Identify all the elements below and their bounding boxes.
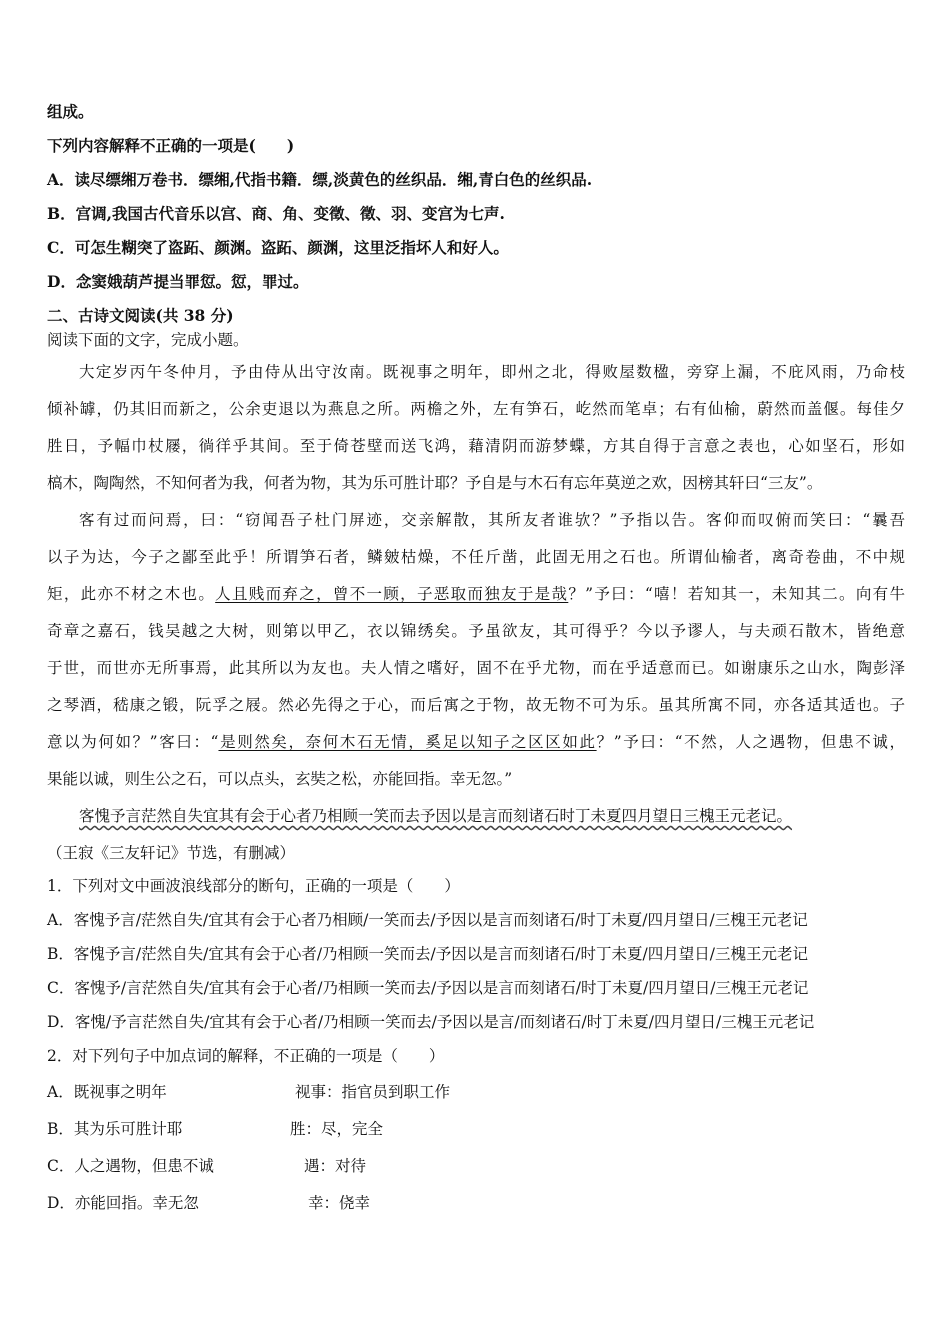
passage-line — [47, 798, 905, 835]
passage-line: 大定岁丙午冬仲月，予由侍从出守汝南。既视事之明年，即州之北，得败屋数楹，旁穿上漏，不庇风雨，乃命枝 — [79, 363, 905, 381]
passage-source: （王寂《三友轩记》节选，有删减） — [47, 844, 296, 862]
text-span: ？”予曰：“不然，人之遇物，但患不诚， — [596, 733, 905, 751]
prev-tail: 组成。 — [47, 102, 94, 121]
q1-option-a: A．客愧予言/茫然自失/宜其有会于心者乃相顾/一笑而去/予因以是言而刻诸石/时丁未夏/四月望日/三槐王元老记 — [47, 911, 808, 929]
q1-option-b: B．客愧予言/茫然自失/宜其有会于心者/乃相顾一笑而去/予因以是言而刻诸石/时丁未夏/四月望日/三槐王元老记 — [47, 945, 808, 963]
q2-option-b — [47, 1119, 383, 1139]
q2-option-note: 视事：指官员到职工作 — [295, 1083, 451, 1101]
passage-paragraph-1 — [47, 354, 905, 502]
text-span: 矩，此亦不材之木也。 — [47, 585, 216, 603]
underlined-sentence-2: 是则然矣，奈何木石无情，奚足以知子之区区如此 — [218, 733, 597, 751]
section-instruction: 阅读下面的文字，完成小题。 — [47, 331, 249, 349]
passage-line: 于世，而世亦无所事焉，此其所以为友也。夫人情之嗜好，固不在乎尤物，而在乎适意而已。如谢康乐之山水，陶彭泽 — [47, 659, 905, 677]
q1-stem: 1．下列对文中画波浪线部分的断句，正确的一项是（ ） — [47, 877, 460, 895]
passage-line: 以子为达，今子之鄙至此乎！所谓笋石者，鳞皴枯燥，不任斤凿，此固无用之石也。所谓仙榆者，离奇卷曲，不中规 — [47, 548, 905, 566]
q2-option-phrase: B．其为乐可胜计耶 — [47, 1120, 183, 1138]
q2-option-phrase: D．亦能回指。幸无忽 — [47, 1194, 199, 1212]
q2-option-d — [47, 1193, 370, 1213]
text-span: 意以为何如？”客曰：“ — [47, 733, 219, 751]
q2-option-note: 胜：尽，完全 — [290, 1120, 384, 1138]
text-span: ？”予曰：“嘻！若知其一，未知其二。向有牛 — [568, 585, 905, 603]
wavy-underlined-text: 客愧予言茫然自失宜其有会于心者乃相顾一笑而去予因以是言而刻诸石时丁未夏四月望日三槐王元老记。 — [79, 807, 793, 825]
q2-option-phrase: A．既视事之明年 — [47, 1083, 167, 1101]
underlined-sentence-1: 人且贱而弃之，曾不一顾，子恶取而独友于是哉 — [215, 585, 569, 603]
q1-option-d: D．客愧/予言茫然自失/宜其有会于心者/乃相顾一笑而去/予因以是言/而刻诸石/时丁未夏/四月望日/三槐王元老记 — [47, 1013, 815, 1031]
q2-stem: 2．对下列句子中加点词的解释，不正确的一项是（ ） — [47, 1047, 445, 1065]
prev-option-a: A．读尽缥缃万卷书．缥缃,代指书籍．缥,淡黄色的丝织品．缃,青白色的丝织品. — [47, 170, 593, 189]
passage-line: 槁木，陶陶然，不知何者为我，何者为物，其为乐可胜计耶？予自是与木石有忘年莫逆之欢，因榜其轩曰“三友”。 — [47, 474, 823, 492]
passage-paragraph-2 — [47, 502, 905, 798]
passage-line: 果能以诚，则生公之石，可以点头，玄奘之松，亦能回指。幸无忽。” — [47, 770, 513, 788]
prev-option-b: B．宫调,我国古代音乐以宫、商、角、变徵、徵、羽、变宫为七声. — [47, 204, 505, 223]
prev-option-d: D．念窦娥葫芦提当罪愆。愆，罪过。 — [47, 272, 309, 291]
passage-line: 胜日，予幅巾杖屦，徜徉乎其间。至于倚苍壁而送飞鸿，藉清阴而游梦蝶，方其自得于言意之表也，心如坚石，形如 — [47, 437, 905, 455]
q1-option-c: C．客愧予/言茫然自失/宜其有会于心者/乃相顾一笑而去/予因以是言而刻诸石/时丁未夏/四月望日/三槐王元老记 — [47, 979, 809, 997]
section-heading: 二、古诗文阅读(共 38 分) — [47, 306, 234, 325]
prev-option-c: C．可怎生糊突了盗跖、颜渊。盗跖、颜渊，这里泛指坏人和好人。 — [47, 238, 509, 257]
passage-line: 之琴酒，嵇康之锻，阮孚之屐。然必先得之于心，而后寓之于物，故无物不可为乐。虽其所寓不同，亦各适其适也。子 — [47, 696, 905, 714]
passage-line: 奇章之嘉石，钱吴越之大树，则第以甲乙，衣以锦绣矣。予虽欲友，其可得乎？今以予谬人，与夫顽石散木，皆绝意 — [47, 622, 905, 640]
passage-line: 客有过而问焉，曰：“窃闻吾子杜门屏迹，交亲解散，其所友者谁欤？”予指以告。客仰而叹俯而笑曰：“曩吾 — [79, 511, 905, 529]
q2-option-note: 幸：侥幸 — [308, 1194, 371, 1212]
q2-option-a — [47, 1082, 450, 1102]
prev-question: 下列内容解释不正确的一项是( ) — [47, 136, 295, 155]
q2-option-note: 遇：对待 — [304, 1157, 367, 1175]
passage-line — [47, 576, 905, 613]
passage-line: 倾补罅，仍其旧而新之，公余吏退以为燕息之所。两檐之外，左有笋石，屹然而笔卓；右有仙榆，蔚然而盖偃。每佳夕 — [47, 400, 905, 418]
q2-option-phrase: C．人之遇物，但患不诚 — [47, 1157, 214, 1175]
passage-paragraph-3 — [47, 798, 905, 835]
passage-line — [47, 724, 905, 761]
q2-option-c — [47, 1156, 366, 1176]
